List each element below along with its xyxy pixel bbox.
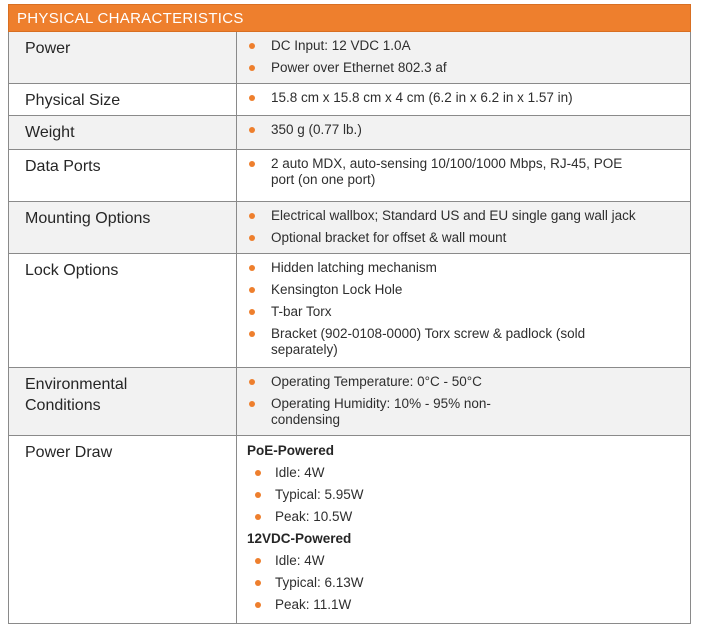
row-power bbox=[8, 32, 691, 84]
row-label: Data Ports bbox=[9, 150, 237, 201]
row-label: Power bbox=[9, 32, 237, 83]
list-item: Power over Ethernet 802.3 af bbox=[247, 60, 680, 76]
row-label: Physical Size bbox=[9, 84, 237, 115]
group-heading: PoE-Powered bbox=[247, 443, 335, 458]
row-values bbox=[237, 84, 690, 110]
bullet-icon bbox=[249, 331, 255, 337]
row-label: Power Draw bbox=[9, 436, 237, 623]
bullet-icon bbox=[255, 580, 261, 586]
group-heading: 12VDC-Powered bbox=[247, 531, 352, 546]
list-item: Operating Humidity: 10% - 95% non-condensing bbox=[247, 396, 510, 428]
bullet-icon bbox=[249, 287, 255, 293]
bullet-icon bbox=[255, 492, 261, 498]
row-label: Lock Options bbox=[9, 254, 237, 367]
table-title: PHYSICAL CHARACTERISTICS bbox=[8, 4, 691, 32]
list-item: Typical: 5.95W bbox=[245, 487, 680, 503]
list-item: Operating Temperature: 0°C - 50°C bbox=[247, 374, 510, 390]
row-mounting-options bbox=[8, 202, 691, 254]
bullet-icon bbox=[249, 161, 255, 167]
row-environmental-conditions bbox=[8, 368, 691, 436]
list-item: Bracket (902-0108-0000) Torx screw & padlock (sold separately) bbox=[247, 326, 630, 358]
bullet-icon bbox=[255, 470, 261, 476]
row-label: Weight bbox=[9, 116, 237, 149]
spec-table bbox=[8, 4, 691, 624]
bullet-icon bbox=[249, 235, 255, 241]
list-item: Electrical wallbox; Standard US and EU single gang wall jack bbox=[247, 208, 680, 224]
bullet-icon bbox=[249, 309, 255, 315]
list-item: Idle: 4W bbox=[245, 465, 680, 481]
row-values bbox=[237, 254, 690, 362]
list-item: Peak: 10.5W bbox=[245, 509, 680, 525]
row-power-draw bbox=[8, 436, 691, 624]
list-item: Hidden latching mechanism bbox=[247, 260, 630, 276]
row-values bbox=[237, 116, 690, 142]
list-item: Peak: 11.1W bbox=[245, 597, 680, 613]
bullet-icon bbox=[249, 95, 255, 101]
list-item: 350 g (0.77 lb.) bbox=[247, 122, 680, 138]
bullet-icon bbox=[249, 127, 255, 133]
list-item: Optional bracket for offset & wall mount bbox=[247, 230, 680, 246]
row-weight bbox=[8, 116, 691, 150]
bullet-icon bbox=[249, 379, 255, 385]
list-item: Kensington Lock Hole bbox=[247, 282, 630, 298]
list-item: DC Input: 12 VDC 1.0A bbox=[247, 38, 680, 54]
bullet-icon bbox=[249, 401, 255, 407]
row-label: Mounting Options bbox=[9, 202, 237, 253]
row-lock-options bbox=[8, 254, 691, 368]
bullet-icon bbox=[255, 514, 261, 520]
row-values bbox=[237, 368, 690, 432]
bullet-icon bbox=[249, 213, 255, 219]
list-item: Idle: 4W bbox=[245, 553, 680, 569]
row-data-ports bbox=[8, 150, 691, 202]
bullet-icon bbox=[255, 602, 261, 608]
bullet-icon bbox=[255, 558, 261, 564]
list-item: T-bar Torx bbox=[247, 304, 630, 320]
list-item: Typical: 6.13W bbox=[245, 575, 680, 591]
bullet-icon bbox=[249, 65, 255, 71]
row-values bbox=[237, 150, 690, 192]
row-values bbox=[237, 436, 690, 617]
bullet-icon bbox=[249, 265, 255, 271]
bullet-icon bbox=[249, 43, 255, 49]
row-physical-size bbox=[8, 84, 691, 116]
row-label: Environmental Conditions bbox=[9, 368, 237, 435]
list-item: 15.8 cm x 15.8 cm x 4 cm (6.2 in x 6.2 in x 1.57 in) bbox=[247, 90, 680, 106]
list-item: 2 auto MDX, auto-sensing 10/100/1000 Mbps, RJ-45, POE port (on one port) bbox=[247, 156, 640, 188]
row-values bbox=[237, 202, 690, 250]
row-values bbox=[237, 32, 690, 80]
